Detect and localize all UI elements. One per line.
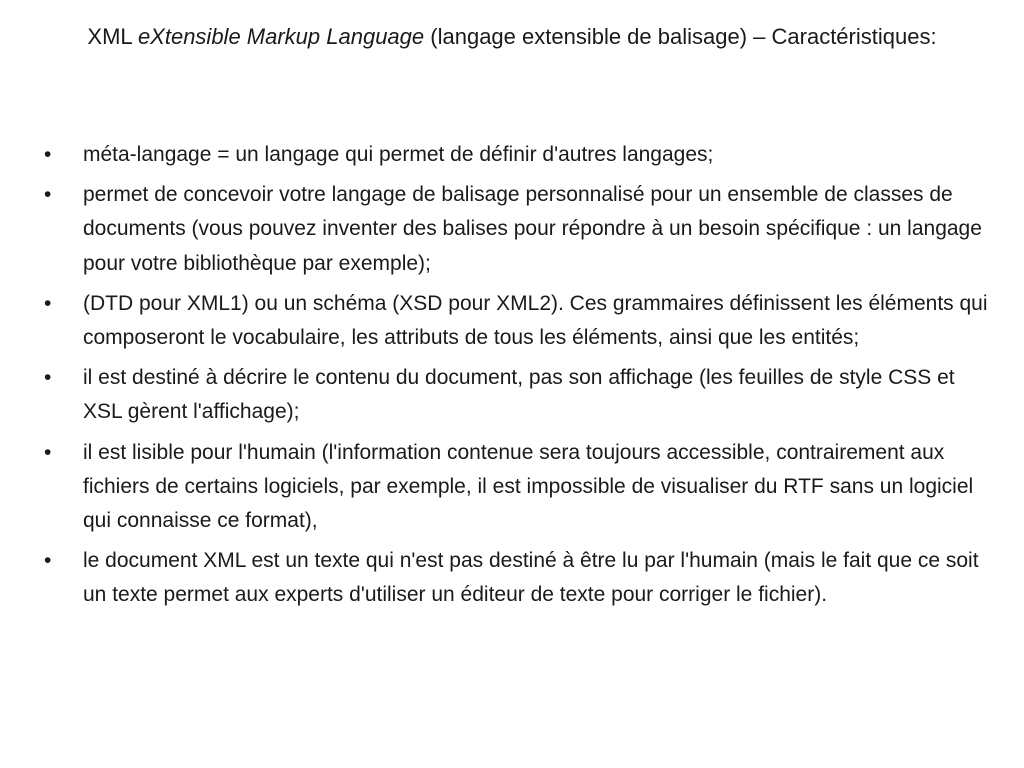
bullet-text: il est lisible pour l'humain (l'information contenue sera toujours accessible, contrairement aux fichiers de certains logiciels, par exemple, il est impossible de visualiser du RTF sans un logiciel qui connaisse ce format),	[83, 440, 974, 533]
slide-title	[60, 20, 964, 54]
bullet-text: le document XML est un texte qui n'est pas destiné à être lu par l'humain (mais le fait que ce soit un texte permet aux experts d'utiliser un éditeur de texte pour corriger le fichier).	[83, 549, 979, 607]
bullet-text: permet de concevoir votre langage de balisage personnalisé pour un ensemble de classes de documents (vous pouvez inventer des balises pour répondre à un besoin spécifique : un langage pour votre bibliothèque par exemple);	[83, 183, 982, 275]
bullet-icon: •	[44, 143, 52, 166]
bullet-icon: •	[44, 183, 52, 207]
title-expansion: eXtensible Markup Language	[137, 24, 425, 49]
title-prefix: XML	[87, 24, 138, 49]
bullet-list	[40, 138, 990, 619]
bullet-icon: •	[44, 366, 52, 390]
title-suffix: (langage extensible de balisage) – Caractéristiques:	[424, 24, 937, 49]
bullet-icon: •	[44, 291, 52, 315]
bullet-text: méta-langage = un langage qui permet de définir d'autres langages;	[83, 143, 714, 166]
bullet-text: il est destiné à décrire le contenu du document, pas son affichage (les feuilles de style CSS et XSL gèrent l'affichage);	[83, 366, 955, 424]
bullet-item	[40, 287, 990, 355]
bullet-item	[40, 544, 990, 612]
bullet-item	[40, 178, 990, 281]
bullet-icon: •	[44, 549, 52, 573]
bullet-item	[40, 361, 990, 429]
bullet-item	[40, 138, 990, 172]
bullet-icon: •	[44, 440, 52, 464]
bullet-text: (DTD pour XML1) ou un schéma (XSD pour XML2). Ces grammaires définissent les éléments qui composeront le vocabulaire, les attributs de tous les éléments, ainsi que les entités;	[83, 291, 988, 350]
bullet-item	[40, 436, 990, 539]
